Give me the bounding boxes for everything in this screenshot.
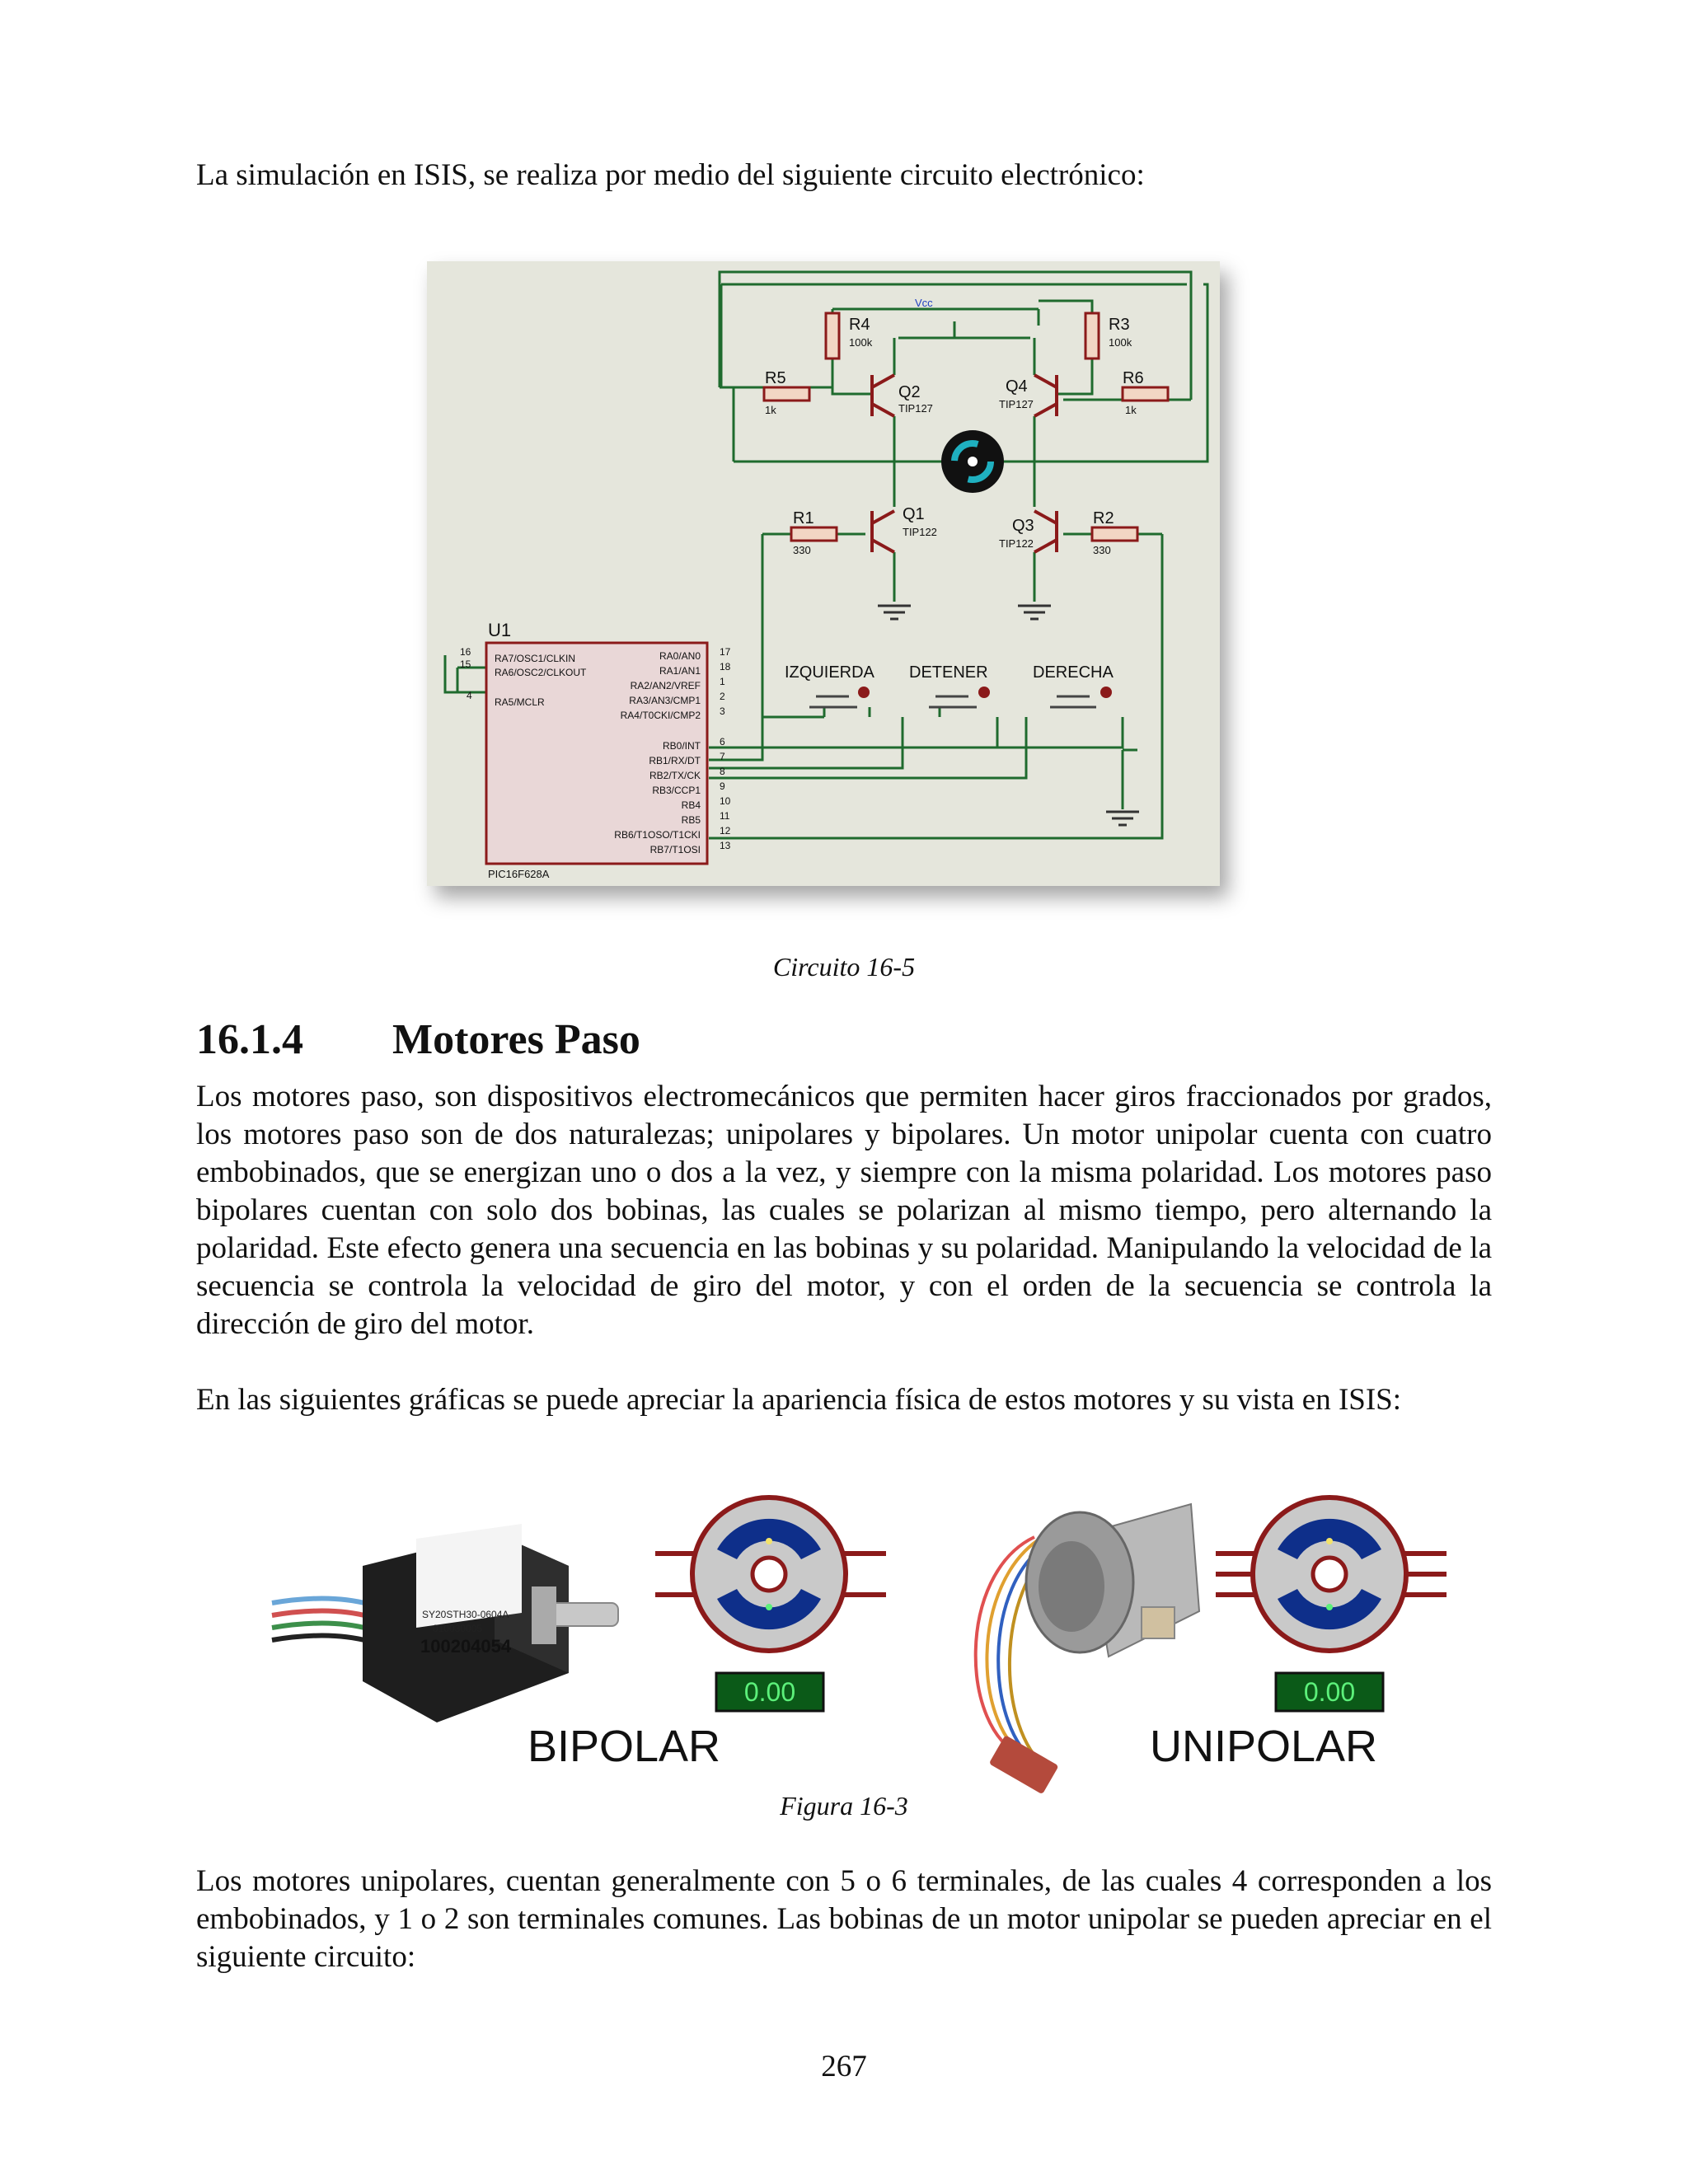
pin-name: RA4/T0CKI/CMP2: [620, 710, 701, 721]
r2-label: R2: [1093, 509, 1114, 527]
pin-name: RB2/TX/CK: [649, 770, 701, 781]
button-derecha-label: DERECHA: [1033, 663, 1114, 682]
bipolar-motor-photo: [272, 1524, 618, 1722]
pin-name: RB3/CCP1: [652, 785, 701, 796]
r1-label: R1: [793, 509, 814, 527]
pin-num: 15: [460, 658, 471, 670]
motor-label-line-3: 100204054: [420, 1636, 512, 1657]
r3-value: 100k: [1109, 336, 1132, 349]
unipolar-label: UNIPOLAR: [1149, 1722, 1378, 1771]
pin-name: RA7/OSC1/CLKIN: [495, 653, 576, 664]
section-title: Motores Paso: [392, 1016, 640, 1063]
q2-part: TIP127: [898, 402, 933, 415]
pin-num: 13: [720, 840, 731, 851]
pin-num: 10: [720, 795, 731, 807]
pin-name: RB7/T1OSI: [649, 844, 701, 855]
paragraph-2: En las siguientes gráficas se puede apreciar la apariencia física de estos motores y su vista en ISIS:: [196, 1383, 1402, 1417]
pin-num: 16: [460, 646, 471, 658]
circuit-caption: Circuito 16-5: [772, 952, 916, 982]
pin-name: RA0/AN0: [659, 650, 701, 662]
pin-num: 2: [720, 691, 725, 702]
q2-label: Q2: [898, 383, 921, 401]
pin-name: RA6/OSC2/CLKOUT: [495, 667, 587, 678]
pin-num: 8: [720, 766, 725, 777]
button-detener-label: DETENER: [909, 663, 988, 682]
section-number: 16.1.4: [196, 1016, 303, 1063]
motor-label-line-2: 010030005: [433, 1623, 483, 1634]
section-heading: [196, 1015, 640, 1064]
pin-num: 18: [720, 661, 731, 673]
r4-label: R4: [849, 316, 870, 334]
r5-value: 1k: [765, 404, 776, 416]
pin-num: 6: [720, 736, 725, 748]
figure-caption: Figura 16-3: [780, 1791, 908, 1821]
q4-label: Q4: [1006, 377, 1028, 396]
r2-value: 330: [1093, 544, 1111, 556]
u1-part: PIC16F628A: [488, 868, 550, 880]
pin-num: 7: [720, 751, 725, 762]
r5-label: R5: [765, 369, 786, 387]
q1-label: Q1: [903, 505, 925, 523]
pin-num: 1: [720, 676, 725, 687]
pin-name: RB5: [681, 814, 701, 826]
bipolar-label: BIPOLAR: [527, 1722, 721, 1771]
r6-label: R6: [1123, 369, 1144, 387]
unipolar-isis-symbol: [1216, 1497, 1447, 1711]
pin-name: RB1/RX/DT: [649, 755, 701, 766]
vcc-label: Vcc: [915, 297, 933, 309]
unipolar-display: 0.00: [1303, 1677, 1356, 1707]
pin-name: RA5/MCLR: [495, 696, 545, 708]
circuit-schematic: [0, 0, 1688, 948]
pin-num: 3: [720, 705, 725, 717]
q1-part: TIP122: [903, 526, 937, 538]
motor-figure: [0, 1483, 1688, 1813]
page-number: 267: [821, 2050, 867, 2083]
motor-label-line-1: SY20STH30-0604A: [422, 1609, 509, 1620]
pin-num: 12: [720, 825, 731, 837]
paragraph-3: Los motores unipolares, cuentan generalmente con 5 o 6 terminales, de las cuales 4 corresponden a los embobinados, y 1 o 2 son terminales comunes. Las bobinas de un motor unipolar se pueden apreciar en el siguiente circuito:: [196, 1864, 1492, 1974]
pin-name: RA1/AN1: [659, 665, 701, 677]
button-izquierda-label: IZQUIERDA: [785, 663, 874, 682]
pin-name: RA3/AN3/CMP1: [629, 695, 701, 706]
paragraph-1: Los motores paso, son dispositivos electromecánicos que permiten hacer giros fraccionados por grados, los motores paso son de dos naturalezas; unipolares y bipolares. Un motor unipolar cuenta con cuatro embobinados, que se energizan uno o dos a la vez, y siempre con la misma polaridad. Los motores paso bipolares cuentan con solo dos bobinas, las cuales se polarizan al mismo tiempo, pero alternando la polaridad. Este efecto genera una secuencia en las bobinas y su polaridad. Manipulando la velocidad de la secuencia se controla la velocidad de giro del motor, y con el orden de la secuencia se controla la dirección de giro del motor.: [196, 1080, 1492, 1341]
pin-name: RB4: [681, 799, 701, 811]
pin-num: 11: [720, 810, 730, 822]
r6-value: 1k: [1125, 404, 1137, 416]
intro-paragraph: La simulación en ISIS, se realiza por medio del siguiente circuito electrónico:: [196, 158, 1145, 192]
u1-label: U1: [488, 620, 512, 640]
pin-name: RB0/INT: [662, 740, 701, 752]
r1-value: 330: [793, 544, 811, 556]
pin-num: 17: [720, 646, 731, 658]
q4-part: TIP127: [999, 398, 1034, 410]
pin-num: 4: [467, 690, 472, 701]
bipolar-display: 0.00: [743, 1677, 796, 1707]
r4-value: 100k: [849, 336, 873, 349]
pin-name: RB6/T1OSO/T1CKI: [614, 829, 701, 841]
q3-label: Q3: [1012, 517, 1034, 535]
bipolar-isis-symbol: [655, 1497, 886, 1711]
r3-label: R3: [1109, 316, 1130, 334]
pin-name: RA2/AN2/VREF: [630, 680, 701, 691]
pin-num: 9: [720, 780, 725, 792]
q3-part: TIP122: [999, 537, 1034, 550]
